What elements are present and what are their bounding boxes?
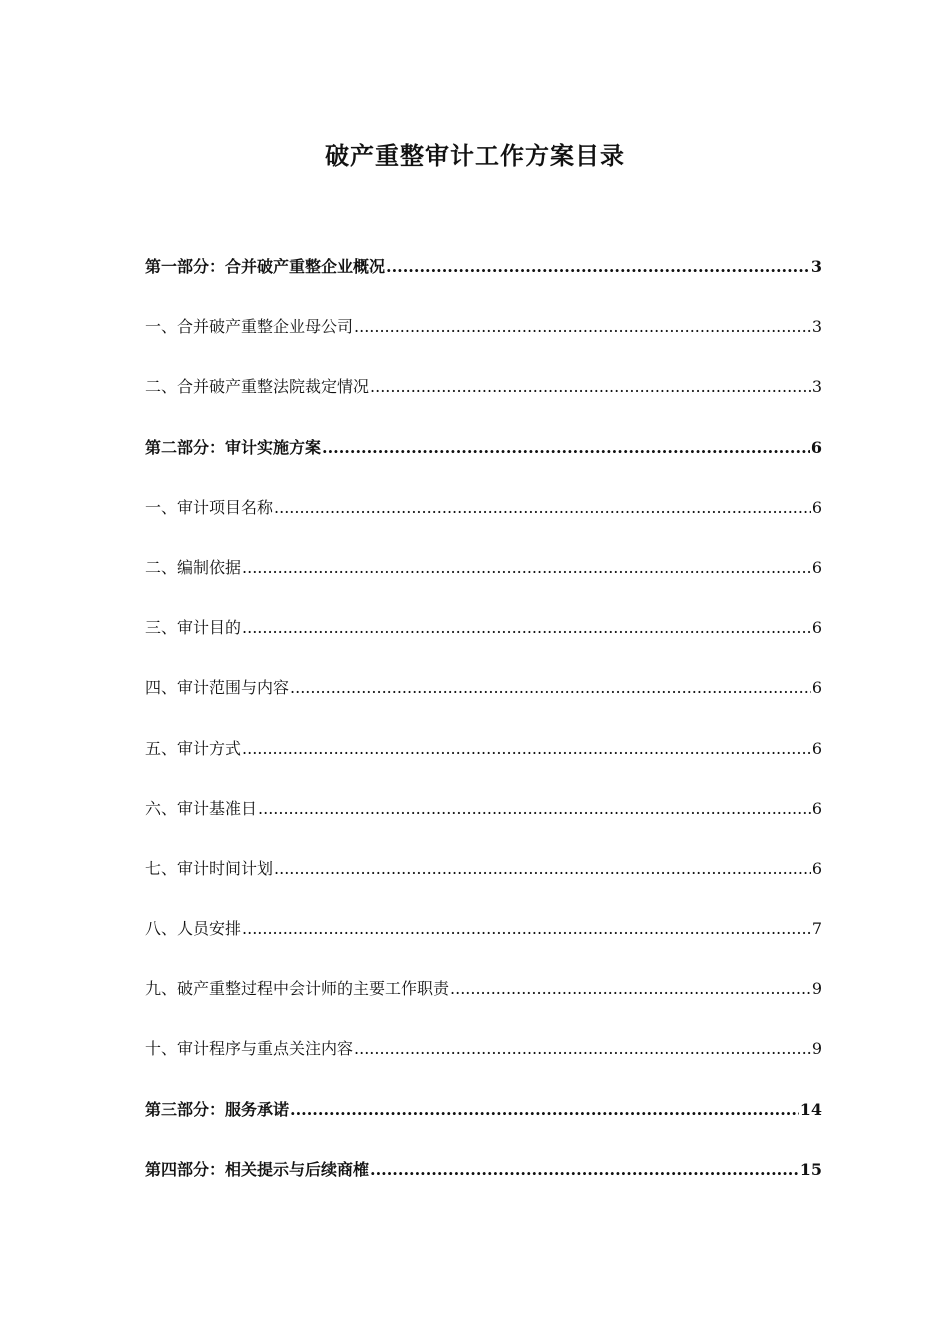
toc-entry[interactable] <box>145 857 822 917</box>
toc-entry-label: 五、审计方式 <box>145 738 242 758</box>
toc-entry[interactable] <box>145 375 822 435</box>
toc-entry-page: 9 <box>811 1039 822 1059</box>
toc-dot-leader <box>354 315 811 339</box>
toc-entry-page: 6 <box>811 858 822 878</box>
toc-entry-label: 六、审计基准日 <box>145 798 258 818</box>
toc-entry-page: 6 <box>811 798 822 818</box>
toc-entry-label: 第三部分：服务承诺 <box>145 1099 290 1119</box>
toc-dot-leader <box>242 556 811 580</box>
toc-dot-leader <box>242 616 811 640</box>
toc-dot-leader <box>386 255 810 279</box>
toc-dot-leader <box>370 375 811 399</box>
toc-entry-page: 14 <box>799 1099 822 1119</box>
toc-dot-leader <box>290 676 811 700</box>
toc-entry[interactable] <box>145 315 822 375</box>
toc-dot-leader <box>450 977 811 1001</box>
toc-entry-label: 第一部分：合并破产重整企业概况 <box>145 257 386 276</box>
toc-dot-leader <box>274 857 811 881</box>
toc-dot-leader <box>322 436 810 460</box>
toc-entry-page: 6 <box>811 557 822 577</box>
toc-entry-page: 6 <box>811 497 822 517</box>
toc-entry-page: 3 <box>810 257 822 276</box>
toc-entry[interactable] <box>145 1098 822 1158</box>
toc-entry-page: 7 <box>811 919 822 939</box>
toc-entry[interactable] <box>145 1158 822 1218</box>
toc-entry-label: 一、审计项目名称 <box>145 497 274 517</box>
toc-entry[interactable] <box>145 436 822 496</box>
toc-entry-page: 9 <box>811 979 822 999</box>
toc-entry[interactable] <box>145 556 822 616</box>
toc-entry-label: 七、审计时间计划 <box>145 858 274 878</box>
toc-entry[interactable] <box>145 977 822 1037</box>
toc-entry-page: 15 <box>799 1159 822 1179</box>
toc-entry-label: 十、审计程序与重点关注内容 <box>145 1039 354 1059</box>
toc-entry-label: 二、编制依据 <box>145 557 242 577</box>
toc-entry-page: 3 <box>811 377 822 397</box>
toc-entry-label: 八、人员安排 <box>145 919 242 939</box>
toc-entry-label: 二、合并破产重整法院裁定情况 <box>145 377 370 397</box>
toc-dot-leader <box>354 1037 811 1061</box>
table-of-contents <box>145 255 822 1218</box>
toc-entry[interactable] <box>145 797 822 857</box>
toc-dot-leader <box>242 737 811 761</box>
document-title: 破产重整审计工作方案目录 <box>325 141 625 170</box>
toc-entry[interactable] <box>145 676 822 736</box>
toc-entry[interactable] <box>145 496 822 556</box>
toc-entry-label: 第四部分：相关提示与后续商榷 <box>145 1159 370 1179</box>
toc-entry[interactable] <box>145 255 822 315</box>
toc-entry-page: 6 <box>810 437 822 457</box>
toc-entry-page: 6 <box>811 618 822 638</box>
toc-entry-page: 6 <box>811 678 822 698</box>
toc-entry-label: 四、审计范围与内容 <box>145 678 290 698</box>
toc-entry[interactable] <box>145 737 822 797</box>
toc-entry-label: 三、审计目的 <box>145 618 242 638</box>
toc-entry-label: 九、破产重整过程中会计师的主要工作职责 <box>145 979 450 999</box>
toc-dot-leader <box>370 1158 799 1182</box>
toc-dot-leader <box>258 797 811 821</box>
toc-entry-label: 第二部分：审计实施方案 <box>145 437 322 457</box>
toc-entry[interactable] <box>145 616 822 676</box>
toc-dot-leader <box>242 917 811 941</box>
toc-entry-label: 一、合并破产重整企业母公司 <box>145 317 354 337</box>
toc-dot-leader <box>274 496 811 520</box>
toc-entry[interactable] <box>145 1037 822 1097</box>
toc-entry-page: 6 <box>811 738 822 758</box>
toc-entry[interactable] <box>145 917 822 977</box>
toc-entry-page: 3 <box>811 317 822 337</box>
toc-dot-leader <box>290 1098 799 1122</box>
